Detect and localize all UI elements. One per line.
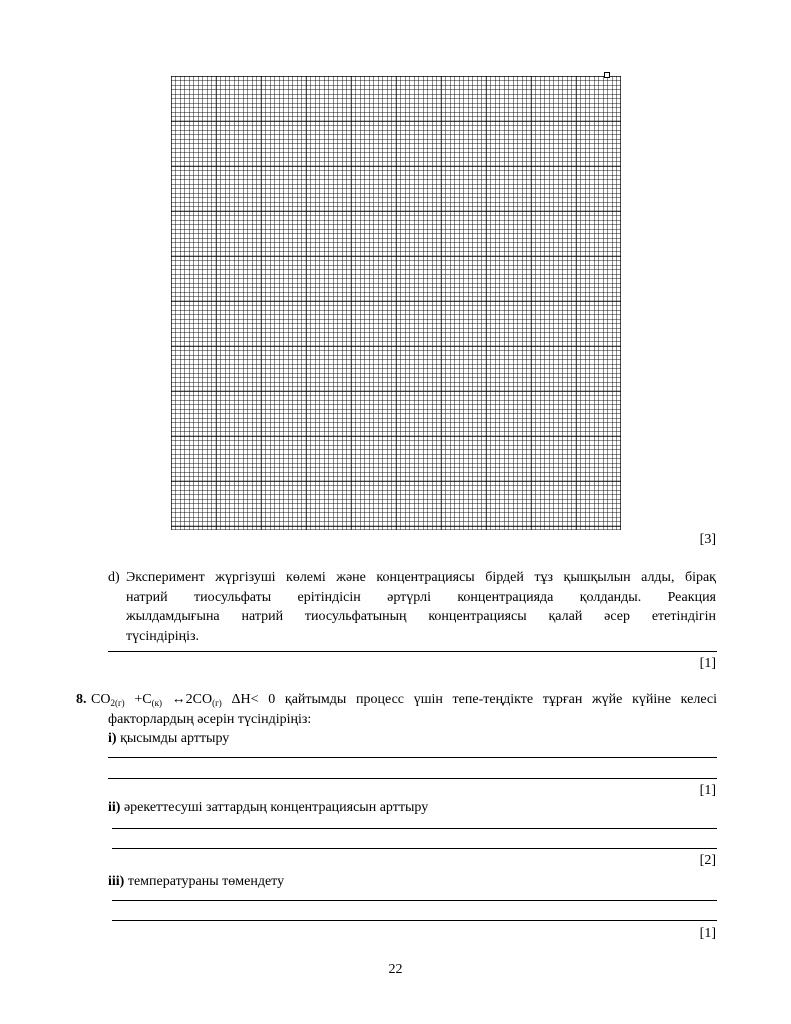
formula-co2: CO bbox=[91, 692, 111, 707]
question-8-number: 8. bbox=[76, 692, 87, 707]
answer-line-ii-2[interactable] bbox=[112, 848, 717, 849]
sub-question-iii bbox=[108, 872, 284, 892]
formula-co2-subscript: 2 bbox=[110, 698, 115, 708]
formula-co-state: (г) bbox=[212, 698, 222, 708]
sub-question-iii-label: iii) bbox=[108, 874, 125, 889]
formula-c-state: (к) bbox=[151, 698, 162, 708]
question-8-line-1 bbox=[91, 690, 717, 710]
formula-co2-state: (г) bbox=[114, 698, 125, 708]
question-8-line-2: факторлардың әсерін түсіндіріңіз: bbox=[108, 711, 312, 727]
formula-arrow-co: ↔2CO bbox=[161, 692, 213, 707]
sub-question-ii bbox=[108, 798, 428, 818]
grid-corner-mark bbox=[604, 72, 610, 78]
mark-d: [1] bbox=[699, 656, 716, 671]
mark-8ii: [2] bbox=[699, 853, 716, 868]
question-d-text bbox=[126, 568, 716, 646]
answer-line-d[interactable] bbox=[108, 651, 717, 652]
question-8-text bbox=[91, 690, 717, 729]
question-d-line-2: натрий тиосульфаты ерітіндісін әртүрлі концентрацияда қолданды. Реакция bbox=[126, 589, 716, 605]
mark-8iii: [1] bbox=[699, 926, 716, 941]
answer-line-i-2[interactable] bbox=[108, 778, 717, 779]
mark-8i: [1] bbox=[699, 783, 716, 798]
sub-question-i-text: қысымды арттыру bbox=[116, 731, 230, 746]
page-number: 22 bbox=[388, 962, 403, 977]
question-d-line-3: жылдамдығына натрий тиосульфатының концентрациясы қалай әсер ететіндігін bbox=[126, 609, 716, 624]
answer-line-i-1[interactable] bbox=[108, 757, 717, 758]
answer-line-ii-1[interactable] bbox=[112, 828, 717, 829]
formula-c: +C bbox=[124, 692, 152, 707]
formula-dh-text: ΔH< 0 қайтымды процесс үшін тепе-теңдікте тұрған жүйе күйіне келесі bbox=[221, 692, 717, 707]
answer-line-iii-2[interactable] bbox=[112, 920, 717, 921]
graph-paper-grid bbox=[171, 76, 621, 530]
sub-question-i bbox=[108, 729, 229, 749]
mark-graph: [3] bbox=[699, 532, 716, 547]
question-d-line-1: Эксперимент жүргізуші көлемі және концентрациясы бірдей тұз қышқылын алды, бірақ bbox=[126, 570, 716, 585]
question-d-label: d) bbox=[108, 570, 120, 585]
question-d-line-4: түсіндіріңіз. bbox=[126, 628, 200, 644]
sub-question-ii-text: әрекеттесуші заттардың концентрациясын арттыру bbox=[120, 800, 429, 815]
answer-line-iii-1[interactable] bbox=[112, 900, 717, 901]
sub-question-ii-label: ii) bbox=[108, 800, 121, 815]
sub-question-i-label: i) bbox=[108, 731, 117, 746]
sub-question-iii-text: температураны төмендету bbox=[124, 874, 285, 889]
